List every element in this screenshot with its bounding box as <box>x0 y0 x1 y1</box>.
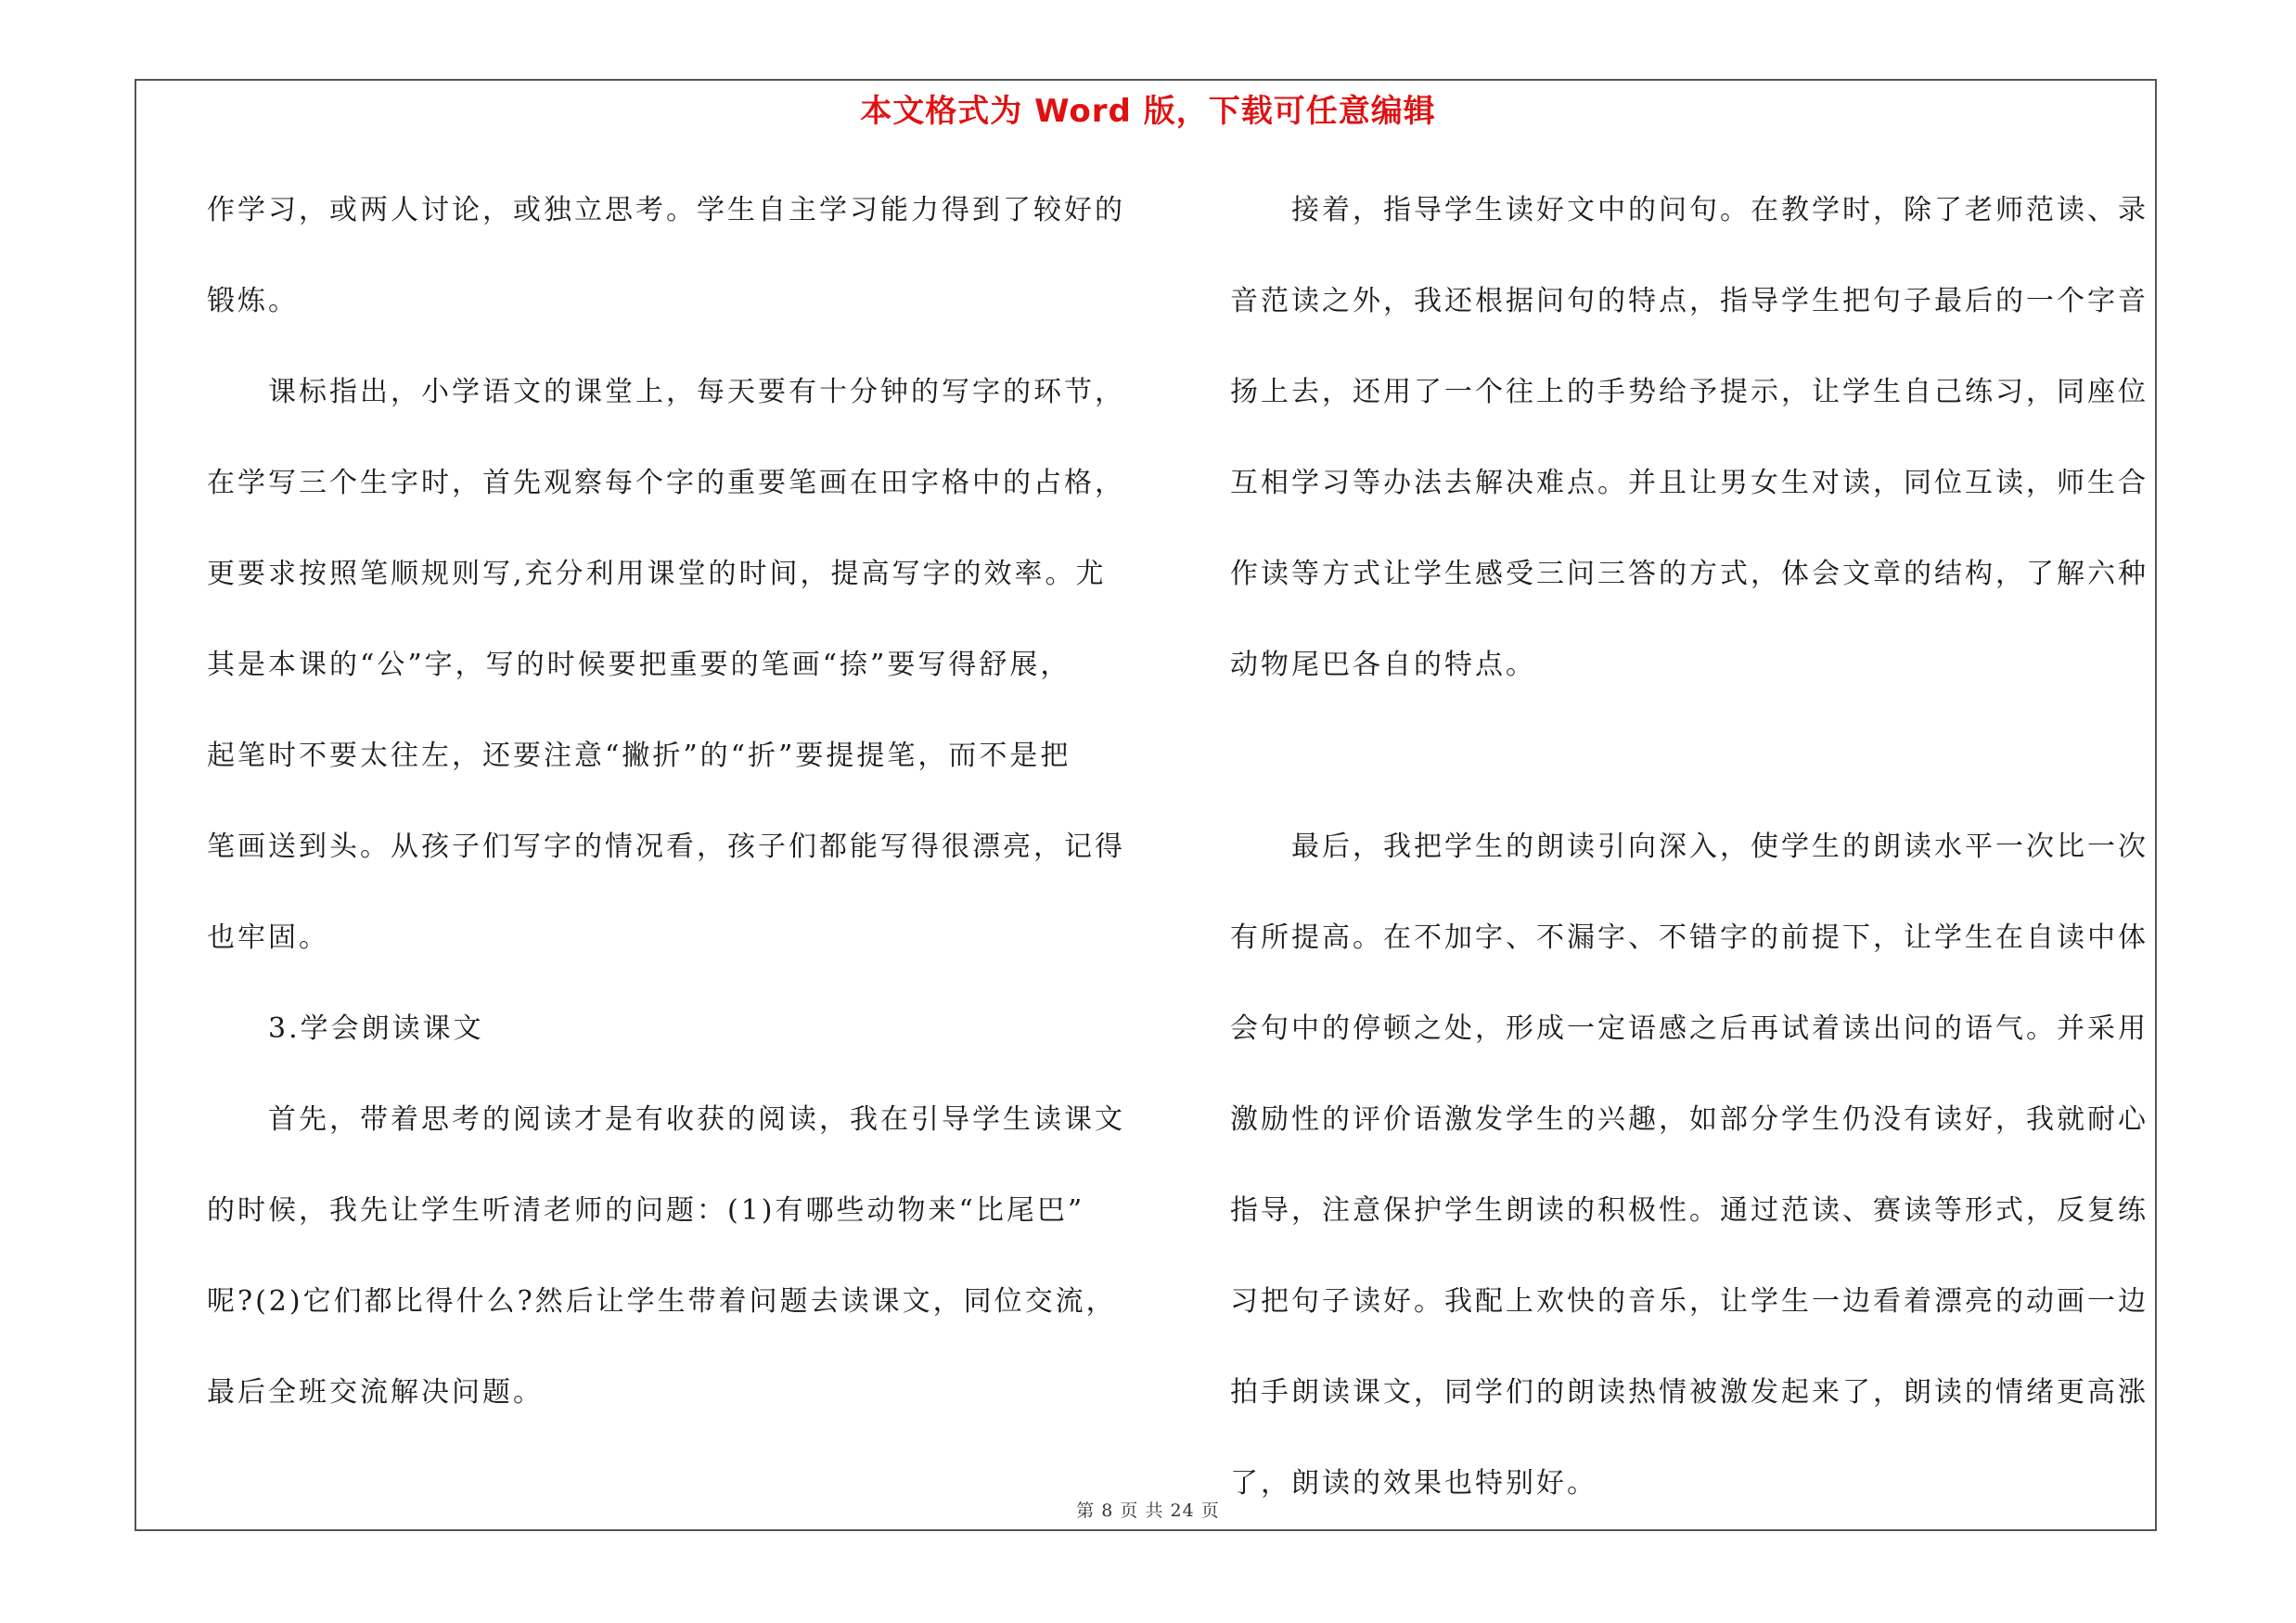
text-line: 呢?(2)它们都比得什么?然后让学生带着问题去读课文，同位交流， <box>207 1285 1117 1318</box>
text-line: 课标指出，小学语文的课堂上，每天要有十分钟的写字的环节， <box>268 376 1125 408</box>
text-line: 也牢固。 <box>207 921 329 954</box>
text-line: 音范读之外，我还根据问句的特点，指导学生把句子最后的一个字音 <box>1230 285 2148 317</box>
text-line: 指导，注意保护学生朗读的积极性。通过范读、赛读等形式，反复练 <box>1230 1194 2148 1227</box>
text-line: 更要求按照笔顺规则写,充分利用课堂的时间，提高写字的效率。尤 <box>207 558 1107 590</box>
text-line: 首先，带着思考的阅读才是有收获的阅读，我在引导学生读课文 <box>268 1103 1125 1136</box>
left-column <box>207 178 1125 1451</box>
text-line: 笔画送到头。从孩子们写字的情况看，孩子们都能写得很漂亮，记得 <box>207 831 1125 863</box>
text-line: 习把句子读好。我配上欢快的音乐，让学生一边看着漂亮的动画一边 <box>1230 1285 2148 1318</box>
page-number: 第 8 页 共 24 页 <box>1076 1501 1220 1521</box>
right-column <box>1230 178 2148 1542</box>
text-line: 会句中的停顿之处，形成一定语感之后再试着读出问的语气。并采用 <box>1230 1012 2148 1045</box>
text-line: 了，朗读的效果也特别好。 <box>1230 1467 1597 1500</box>
text-line: 接着，指导学生读好文中的问句。在教学时，除了老师范读、录 <box>1291 194 2148 226</box>
text-line: 其是本课的“公”字，写的时候要把重要的笔画“捺”要写得舒展， <box>207 649 1071 681</box>
text-line: 3.学会朗读课文 <box>268 1012 484 1045</box>
text-line: 在学写三个生字时，首先观察每个字的重要笔画在田字格中的占格， <box>207 467 1125 499</box>
header-banner: 本文格式为 Word 版，下载可任意编辑 <box>860 93 1436 130</box>
text-line: 起笔时不要太往左，还要注意“撇折”的“折”要提提笔，而不是把 <box>207 740 1071 772</box>
text-line: 的时候，我先让学生听清老师的问题：(1)有哪些动物来“比尾巴” <box>207 1194 1085 1227</box>
text-line: 有所提高。在不加字、不漏字、不错字的前提下，让学生在自读中体 <box>1230 921 2148 954</box>
text-line: 锻炼。 <box>207 285 299 317</box>
text-line: 扬上去，还用了一个往上的手势给予提示，让学生自己练习，同座位 <box>1230 376 2148 408</box>
text-line: 最后全班交流解决问题。 <box>207 1376 544 1409</box>
text-line: 作读等方式让学生感受三问三答的方式，体会文章的结构，了解六种 <box>1230 558 2148 590</box>
text-line <box>1230 724 2148 815</box>
text-line: 互相学习等办法去解决难点。并且让男女生对读，同位互读，师生合 <box>1230 467 2148 499</box>
text-line: 作学习，或两人讨论，或独立思考。学生自主学习能力得到了较好的 <box>207 194 1125 226</box>
text-line: 最后，我把学生的朗读引向深入，使学生的朗读水平一次比一次 <box>1291 831 2148 863</box>
text-line: 动物尾巴各自的特点。 <box>1230 649 1536 681</box>
text-line: 激励性的评价语激发学生的兴趣，如部分学生仍没有读好，我就耐心 <box>1230 1103 2148 1136</box>
text-line: 拍手朗读课文，同学们的朗读热情被激发起来了，朗读的情绪更高涨 <box>1230 1376 2148 1409</box>
